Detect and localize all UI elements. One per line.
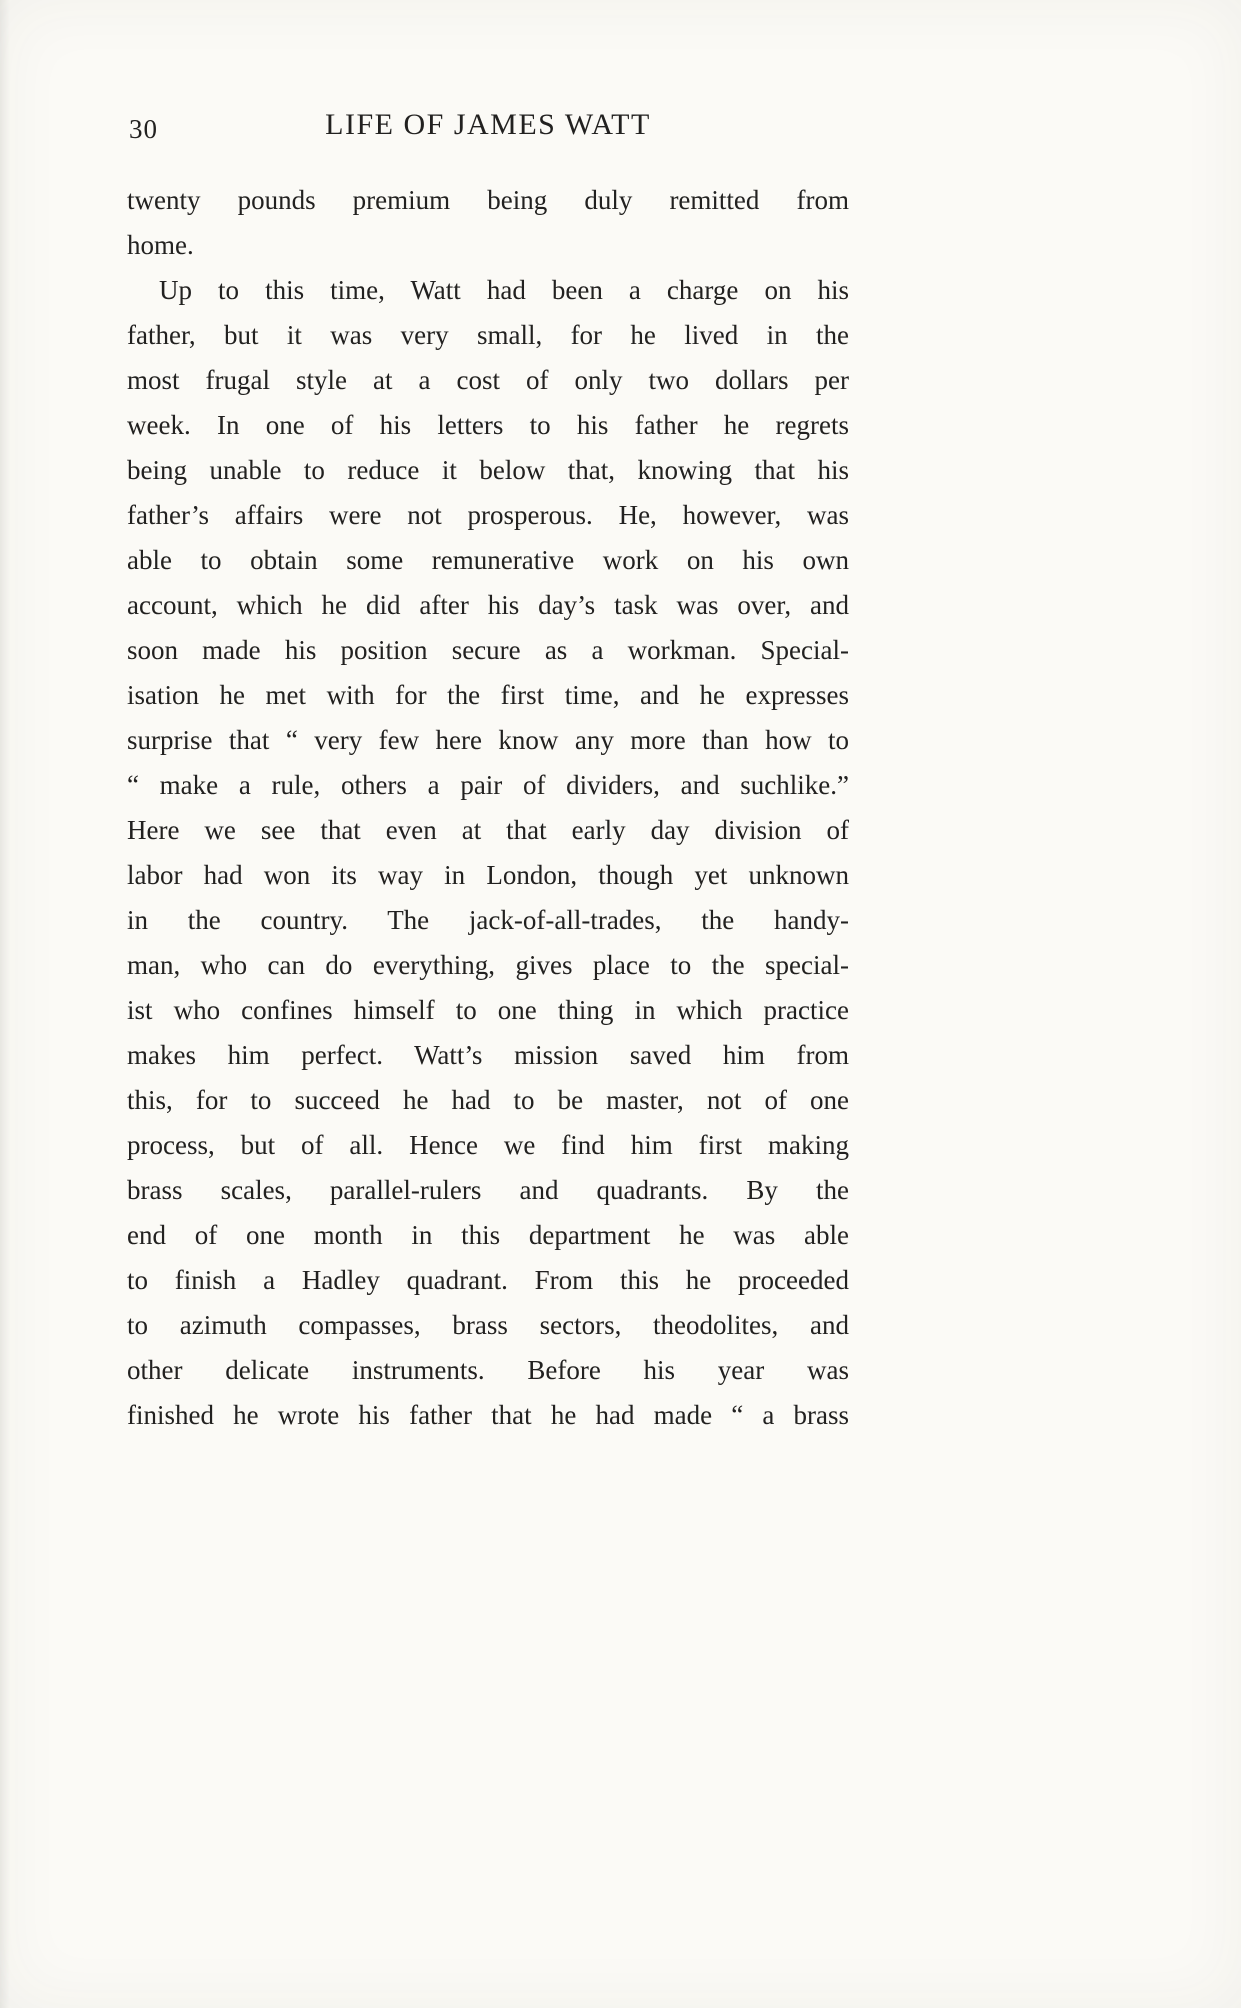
text-line: father’s affairs were not prosperous. He, however, was bbox=[127, 500, 849, 530]
text-line: Here we see that even at that early day division of bbox=[127, 815, 849, 845]
text-line: Up to this time, Watt had been a charge on his bbox=[159, 275, 849, 305]
text-line: soon made his position secure as a workman. Special- bbox=[127, 635, 849, 665]
text-block bbox=[127, 106, 849, 1438]
text-line: being unable to reduce it below that, knowing that his bbox=[127, 455, 849, 485]
text-line: man, who can do everything, gives place to the special- bbox=[127, 950, 849, 980]
text-line: home. bbox=[127, 230, 194, 260]
text-line: other delicate instruments. Before his year was bbox=[127, 1355, 849, 1385]
text-line: labor had won its way in London, though yet unknown bbox=[127, 860, 849, 890]
text-line: week. In one of his letters to his father he regrets bbox=[127, 410, 849, 440]
text-line: “ make a rule, others a pair of dividers, and suchlike.” bbox=[127, 770, 849, 800]
text-line: to azimuth compasses, brass sectors, theodolites, and bbox=[127, 1310, 849, 1340]
text-line: end of one month in this department he was able bbox=[127, 1220, 849, 1250]
text-line: makes him perfect. Watt’s mission saved him from bbox=[127, 1040, 849, 1070]
text-line: to finish a Hadley quadrant. From this he proceeded bbox=[127, 1265, 849, 1295]
text-line: in the country. The jack-of-all-trades, the handy- bbox=[127, 905, 849, 935]
text-line: able to obtain some remunerative work on his own bbox=[127, 545, 849, 575]
text-line: finished he wrote his father that he had made “ a brass bbox=[127, 1400, 849, 1430]
page-body bbox=[127, 178, 849, 1438]
page-header bbox=[127, 106, 849, 152]
text-line: father, but it was very small, for he lived in the bbox=[127, 320, 849, 350]
text-line: twenty pounds premium being duly remitted from bbox=[127, 185, 849, 215]
text-line: surprise that “ very few here know any more than how to bbox=[127, 725, 849, 755]
text-line: ist who confines himself to one thing in which practice bbox=[127, 995, 849, 1025]
text-line: brass scales, parallel-rulers and quadrants. By the bbox=[127, 1175, 849, 1205]
text-line: this, for to succeed he had to be master, not of one bbox=[127, 1085, 849, 1115]
text-line: most frugal style at a cost of only two dollars per bbox=[127, 365, 849, 395]
text-line: account, which he did after his day’s task was over, and bbox=[127, 590, 849, 620]
text-line: process, but of all. Hence we find him first making bbox=[127, 1130, 849, 1160]
page-number: 30 bbox=[129, 114, 158, 144]
header-title: LIFE OF JAMES WATT bbox=[325, 108, 651, 141]
text-line: isation he met with for the first time, and he expresses bbox=[127, 680, 849, 710]
